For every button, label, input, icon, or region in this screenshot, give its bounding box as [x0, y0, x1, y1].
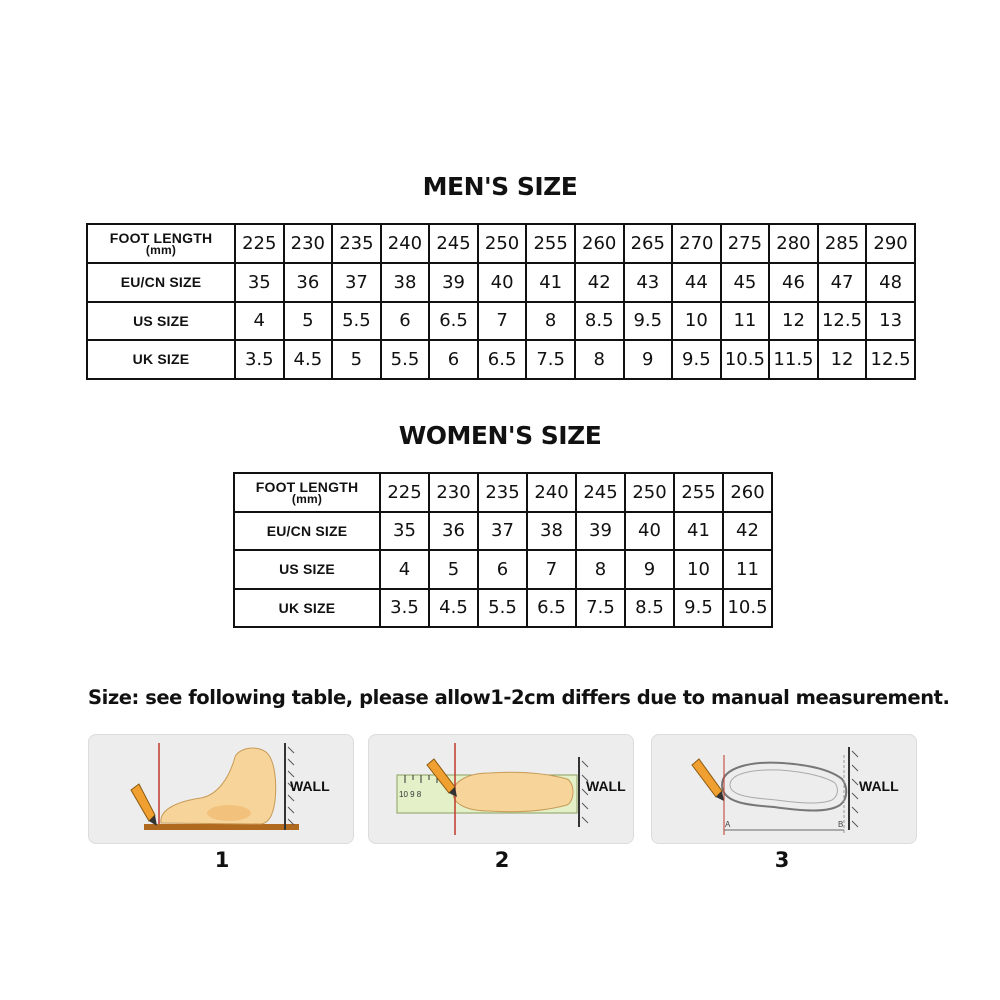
size-cell: 8 — [526, 302, 575, 341]
size-cell: 5.5 — [332, 302, 381, 341]
size-cell: 45 — [721, 263, 770, 302]
step-number-1: 1 — [214, 848, 230, 872]
foot-length-label: FOOT LENGTH — [109, 230, 213, 246]
size-row-label: UK SIZE — [87, 340, 235, 379]
size-cell: 41 — [526, 263, 575, 302]
step-number-3: 3 — [774, 848, 790, 872]
size-cell: 11.5 — [769, 340, 818, 379]
size-cell: 5 — [429, 550, 478, 589]
size-cell: 46 — [769, 263, 818, 302]
size-cell: 4 — [235, 302, 284, 341]
foot-length-cell: 260 — [723, 473, 772, 512]
size-cell: 37 — [478, 512, 527, 551]
size-cell: 42 — [575, 263, 624, 302]
foot-length-cell: 235 — [478, 473, 527, 512]
size-cell: 36 — [429, 512, 478, 551]
size-cell: 48 — [866, 263, 915, 302]
size-cell: 35 — [380, 512, 429, 551]
foot-length-cell: 280 — [769, 224, 818, 263]
size-cell: 12 — [818, 340, 867, 379]
measure-step-3-panel — [651, 734, 917, 844]
size-cell: 5 — [284, 302, 333, 341]
wall-icon — [849, 747, 858, 830]
size-cell: 6 — [381, 302, 430, 341]
size-row — [87, 302, 915, 341]
size-cell: 3.5 — [380, 589, 429, 628]
foot-length-cell: 265 — [624, 224, 673, 263]
foot-length-cell: 230 — [429, 473, 478, 512]
size-cell: 10 — [672, 302, 721, 341]
size-cell: 41 — [674, 512, 723, 551]
wall-label: WALL — [586, 778, 626, 794]
size-cell: 7.5 — [526, 340, 575, 379]
foot-length-cell: 270 — [672, 224, 721, 263]
size-cell: 9 — [625, 550, 674, 589]
size-cell: 9 — [624, 340, 673, 379]
womens-size-table — [233, 472, 773, 628]
foot-length-cell: 225 — [235, 224, 284, 263]
pencil-icon — [692, 759, 724, 801]
foot-length-cell: 250 — [478, 224, 527, 263]
size-cell: 10.5 — [723, 589, 772, 628]
step-number-2: 2 — [494, 848, 510, 872]
size-cell: 12.5 — [866, 340, 915, 379]
size-cell: 5.5 — [478, 589, 527, 628]
womens-size-title: WOMEN'S SIZE — [398, 421, 602, 450]
size-row — [87, 340, 915, 379]
size-cell: 40 — [625, 512, 674, 551]
size-cell: 8.5 — [625, 589, 674, 628]
foot-length-row — [87, 224, 915, 263]
size-row-label: EU/CN SIZE — [87, 263, 235, 302]
size-cell: 7 — [527, 550, 576, 589]
mens-size-table — [86, 223, 916, 380]
size-cell: 9.5 — [624, 302, 673, 341]
pencil-icon — [131, 784, 157, 826]
size-cell: 11 — [721, 302, 770, 341]
point-b-label: B — [838, 820, 844, 829]
foot-length-cell: 240 — [527, 473, 576, 512]
foot-length-cell: 255 — [526, 224, 575, 263]
size-row-label: UK SIZE — [234, 589, 380, 628]
size-row-label: US SIZE — [234, 550, 380, 589]
foot-length-cell: 290 — [866, 224, 915, 263]
measure-step-1-panel — [88, 734, 354, 844]
size-cell: 6.5 — [527, 589, 576, 628]
foot-length-header — [234, 473, 380, 512]
size-cell: 43 — [624, 263, 673, 302]
size-row-label: US SIZE — [87, 302, 235, 341]
size-cell: 10 — [674, 550, 723, 589]
size-cell: 3.5 — [235, 340, 284, 379]
size-cell: 36 — [284, 263, 333, 302]
size-cell: 11 — [723, 550, 772, 589]
measurement-note: Size: see following table, please allow1-2cm differs due to manual measurement. — [88, 686, 950, 709]
foot-length-cell: 230 — [284, 224, 333, 263]
size-cell: 12 — [769, 302, 818, 341]
size-cell: 8.5 — [575, 302, 624, 341]
foot-length-cell: 235 — [332, 224, 381, 263]
size-row — [234, 589, 772, 628]
size-cell: 9.5 — [674, 589, 723, 628]
foot-length-cell: 285 — [818, 224, 867, 263]
size-row — [234, 512, 772, 551]
measure-step-2-panel — [368, 734, 634, 844]
size-cell: 4.5 — [284, 340, 333, 379]
size-cell: 4 — [380, 550, 429, 589]
size-cell: 47 — [818, 263, 867, 302]
size-cell: 38 — [381, 263, 430, 302]
wall-label: WALL — [859, 778, 899, 794]
size-cell: 39 — [576, 512, 625, 551]
size-cell: 12.5 — [818, 302, 867, 341]
size-cell: 13 — [866, 302, 915, 341]
size-cell: 4.5 — [429, 589, 478, 628]
size-row-label: EU/CN SIZE — [234, 512, 380, 551]
size-cell: 40 — [478, 263, 527, 302]
foot-length-unit: (mm) — [145, 243, 177, 257]
point-a-label: A — [725, 820, 731, 829]
size-cell: 35 — [235, 263, 284, 302]
foot-length-cell: 260 — [575, 224, 624, 263]
size-cell: 5.5 — [381, 340, 430, 379]
size-cell: 6.5 — [429, 302, 478, 341]
foot-length-label: FOOT LENGTH — [255, 478, 359, 495]
size-cell: 6.5 — [478, 340, 527, 379]
size-cell: 44 — [672, 263, 721, 302]
foot-length-cell: 245 — [576, 473, 625, 512]
size-cell: 7 — [478, 302, 527, 341]
size-cell: 6 — [478, 550, 527, 589]
size-cell: 39 — [429, 263, 478, 302]
size-cell: 5 — [332, 340, 381, 379]
foot-length-cell: 275 — [721, 224, 770, 263]
size-cell: 37 — [332, 263, 381, 302]
size-cell: 38 — [527, 512, 576, 551]
foot-length-cell: 255 — [674, 473, 723, 512]
foot-length-cell: 225 — [380, 473, 429, 512]
size-cell: 8 — [575, 340, 624, 379]
size-cell: 9.5 — [672, 340, 721, 379]
size-cell: 42 — [723, 512, 772, 551]
wall-label: WALL — [290, 778, 330, 794]
size-cell: 10.5 — [721, 340, 770, 379]
ruler-numbers: 10 9 8 — [399, 790, 422, 799]
foot-length-unit: (mm) — [291, 491, 323, 506]
foot-length-header — [87, 224, 235, 263]
foot-length-cell: 245 — [429, 224, 478, 263]
size-cell: 7.5 — [576, 589, 625, 628]
size-cell: 8 — [576, 550, 625, 589]
foot-length-cell: 240 — [381, 224, 430, 263]
size-row — [234, 550, 772, 589]
foot-length-cell: 250 — [625, 473, 674, 512]
size-cell: 6 — [429, 340, 478, 379]
mens-size-title: MEN'S SIZE — [422, 172, 578, 201]
foot-length-row — [234, 473, 772, 512]
size-row — [87, 263, 915, 302]
